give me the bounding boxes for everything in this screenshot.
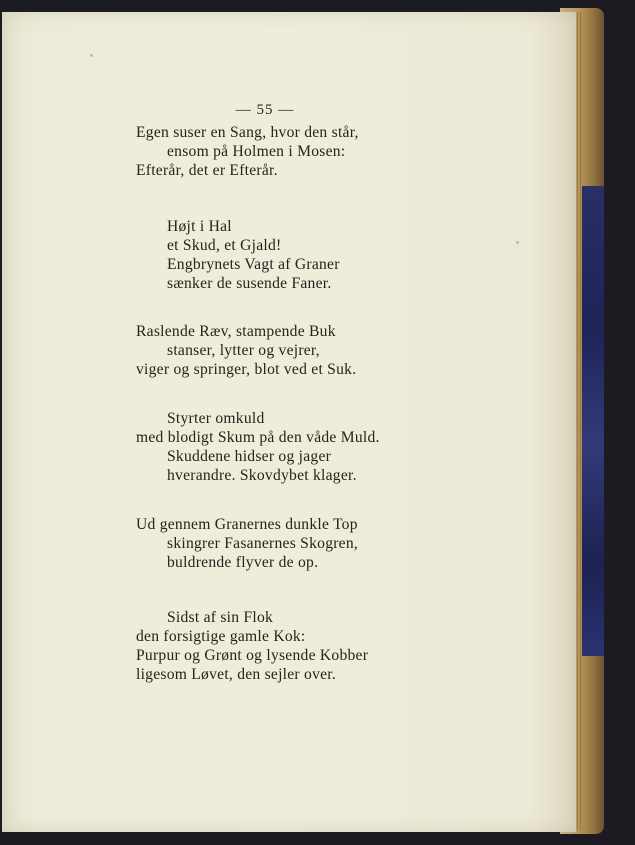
poem: [2, 12, 576, 832]
poem-line: Engbrynets Vagt af Graner: [167, 256, 340, 273]
poem-line: Sidst af sin Flok: [167, 609, 274, 626]
poem-line: et Skud, et Gjald!: [167, 237, 282, 254]
poem-line: Styrter omkuld: [167, 410, 265, 427]
paper-speck: [516, 241, 519, 244]
poem-line: buldrende flyver de op.: [167, 554, 319, 571]
poem-line: Egen suser en Sang, hvor den står,: [136, 124, 359, 141]
poem-line: Ud gennem Granernes dunkle Top: [136, 516, 358, 533]
poem-line: den forsigtige gamle Kok:: [136, 628, 306, 645]
poem-line: ligesom Løvet, den sejler over.: [136, 666, 337, 683]
poem-line: Skuddene hidser og jager: [167, 448, 332, 465]
page-number: — 55 —: [235, 102, 295, 118]
poem-line: sænker de susende Faner.: [167, 275, 332, 292]
poem-line: Højt i Hal: [167, 218, 232, 235]
poem-line: Purpur og Grønt og lysende Kobber: [136, 647, 369, 664]
paper-speck: [90, 54, 93, 57]
poem-line: hverandre. Skovdybet klager.: [167, 467, 357, 484]
poem-line: ensom på Holmen i Mosen:: [167, 143, 346, 160]
poem-line: Efterår, det er Efterår.: [136, 162, 278, 179]
poem-line: Raslende Ræv, stampende Buk: [136, 323, 336, 340]
poem-line: med blodigt Skum på den våde Muld.: [136, 429, 380, 446]
book-page: [2, 12, 576, 832]
book-cover-marbled: [582, 186, 604, 656]
poem-line: viger og springer, blot ved et Suk.: [136, 361, 357, 378]
poem-line: stanser, lytter og vejrer,: [167, 342, 320, 359]
poem-line: skingrer Fasanernes Skogren,: [167, 535, 359, 552]
